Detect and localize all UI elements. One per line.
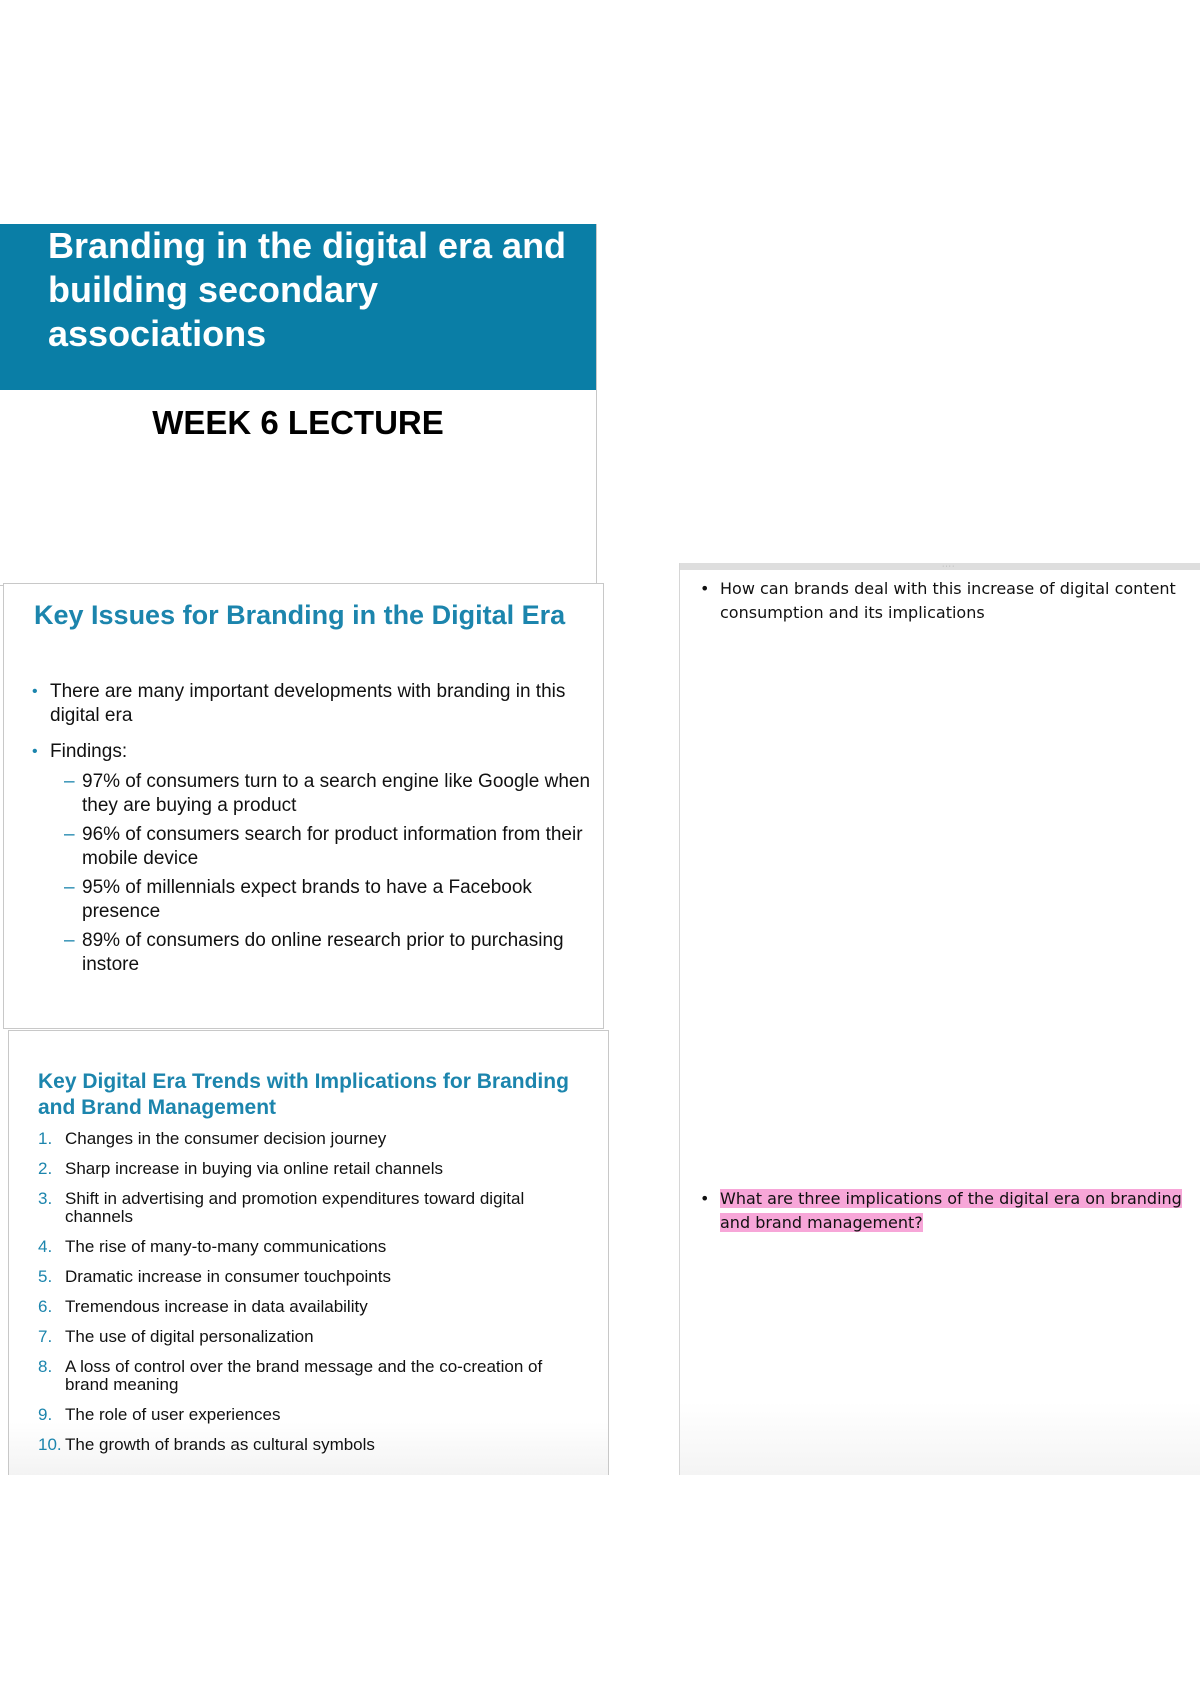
note-item (700, 1187, 1200, 1235)
bullet-text: Findings: (50, 741, 128, 762)
bullet-dot-icon: • (700, 1189, 710, 1208)
trend-item (38, 1406, 578, 1424)
findings-list (50, 770, 592, 977)
trend-number: 10. (38, 1435, 62, 1454)
finding-text: 97% of consumers turn to a search engine like Google when they are buying a product (82, 771, 591, 816)
trend-item (38, 1298, 578, 1316)
grip-icon: ···· (942, 563, 956, 570)
trend-number: 7. (38, 1327, 53, 1346)
trend-text: Dramatic increase in consumer touchpoints (65, 1267, 391, 1286)
trend-number: 8. (38, 1357, 53, 1376)
key-issues-slide (3, 583, 604, 1029)
finding-item (62, 876, 592, 924)
trend-item (38, 1160, 578, 1178)
trend-text: Changes in the consumer decision journey (65, 1129, 387, 1148)
trend-text: Sharp increase in buying via online retail channels (65, 1159, 444, 1178)
bullet-dot-icon: • (32, 683, 38, 700)
trend-number: 2. (38, 1159, 53, 1178)
trends-list (38, 1130, 578, 1466)
trend-text: The rise of many-to-many communications (65, 1237, 387, 1256)
note-item (700, 577, 1200, 625)
trend-item (38, 1190, 578, 1226)
notes-panel (679, 563, 1200, 1475)
finding-item (62, 770, 592, 818)
panel-resize-handle[interactable] (680, 563, 1200, 570)
finding-item (62, 823, 592, 871)
note-text: How can brands deal with this increase of digital content consumption and its implications (720, 579, 1176, 622)
trend-text: Tremendous increase in data availability (65, 1297, 368, 1316)
bullet-dot-icon: • (32, 743, 38, 760)
key-issues-title: Key Issues for Branding in the Digital Era (34, 600, 566, 630)
bullet-text: There are many important developments with branding in this digital era (50, 681, 566, 726)
finding-text: 96% of consumers search for product information from their mobile device (82, 824, 583, 869)
dash-icon: – (64, 877, 75, 898)
trend-item (38, 1238, 578, 1256)
dash-icon: – (64, 930, 75, 951)
trend-number: 4. (38, 1237, 53, 1256)
trend-item (38, 1328, 578, 1346)
trend-text: The use of digital personalization (65, 1327, 314, 1346)
title-banner (0, 224, 596, 390)
trend-item (38, 1130, 578, 1148)
trend-number: 3. (38, 1189, 53, 1208)
dash-icon: – (64, 824, 75, 845)
trend-item (38, 1358, 578, 1394)
trend-text: Shift in advertising and promotion expenditures toward digital channels (65, 1189, 525, 1226)
bullet-dot-icon: • (700, 579, 710, 598)
trend-text: The growth of brands as cultural symbols (65, 1435, 375, 1454)
trend-number: 1. (38, 1129, 53, 1148)
finding-text: 95% of millennials expect brands to have a Facebook presence (82, 877, 532, 922)
bullet-item (32, 680, 592, 728)
trend-item (38, 1268, 578, 1286)
lecture-subtitle: WEEK 6 LECTURE (152, 404, 444, 441)
trend-number: 9. (38, 1405, 53, 1424)
title-slide (0, 224, 597, 586)
trend-item (38, 1436, 578, 1454)
trend-number: 5. (38, 1267, 53, 1286)
trend-text: The role of user experiences (65, 1405, 281, 1424)
bullet-item (32, 740, 592, 977)
finding-item (62, 929, 592, 977)
trend-number: 6. (38, 1297, 53, 1316)
trend-text: A loss of control over the brand message and the co-creation of brand meaning (65, 1357, 543, 1394)
trends-slide (8, 1030, 609, 1475)
highlighted-note-text: What are three implications of the digital era on branding and brand management? (720, 1189, 1182, 1232)
finding-text: 89% of consumers do online research prior to purchasing instore (82, 930, 564, 975)
dash-icon: – (64, 771, 75, 792)
trends-title: Key Digital Era Trends with Implications for Branding and Brand Management (38, 1070, 569, 1119)
key-issues-body (32, 680, 592, 989)
slide-title: Branding in the digital era and building secondary associations (48, 225, 567, 354)
